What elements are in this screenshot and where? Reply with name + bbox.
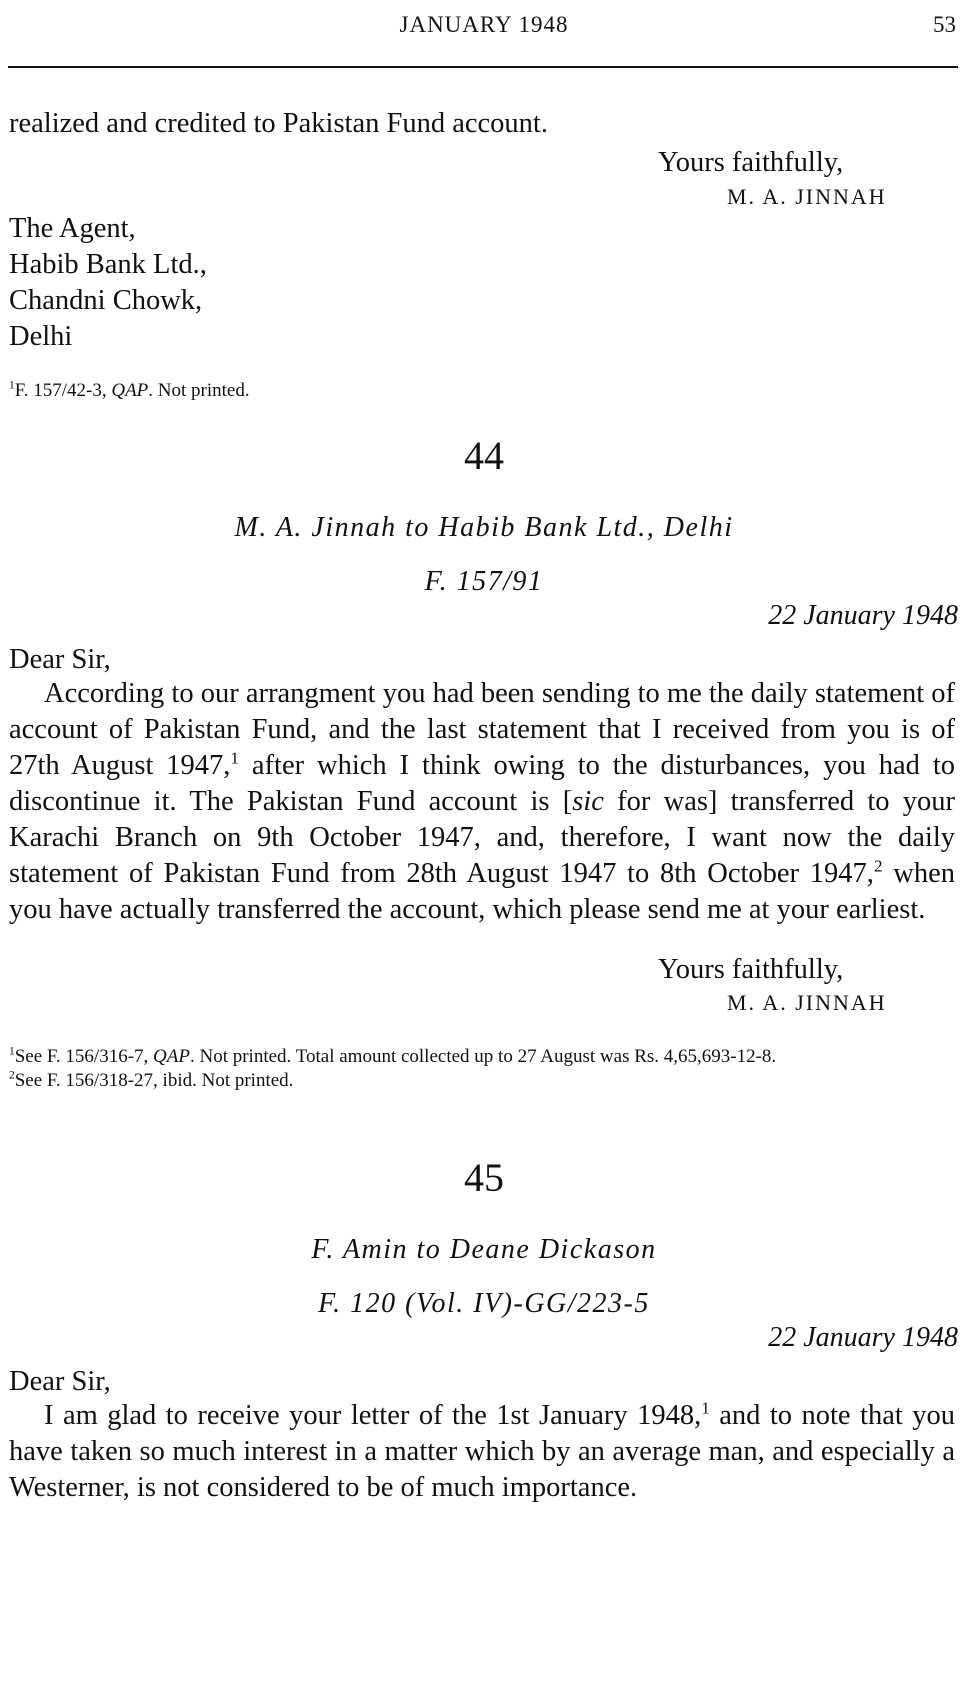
footnote-source: QAP [111,380,149,401]
page-number: 53 [933,12,956,37]
doc44-file-ref: F. 157/91 [424,566,544,597]
footnote-text: See F. 156/318-27, ibid. Not printed. [14,1070,294,1091]
doc45-number: 45 [464,1155,504,1200]
footnote [9,1045,776,1069]
footnote-text: See F. 156/316-7, [14,1046,154,1067]
doc44-salutation: Dear Sir, [9,644,111,675]
address-line: The Agent, [9,213,136,244]
body-text: and to note that you have taken so much interest in a matter which by an average man, and especially a Westerner, is not considered to be of much importance. [9,1400,955,1503]
address-line: Habib Bank Ltd., [9,249,207,280]
body-text: According to our arrangment you had been sending to me the daily statement of account of Pakistan Fund, and the last statement that I received from you is of 27th August 1947, [9,678,955,781]
doc44-letter-body [9,676,955,928]
footnote-mark: 2 [9,1069,15,1082]
footnote-mark: 1 [701,1398,710,1418]
footnote-source: QAP [153,1046,190,1067]
doc43-closing-text: realized and credited to Pakistan Fund account. [9,108,548,139]
doc45-file-ref: F. 120 (Vol. IV)-GG/223-5 [318,1288,650,1319]
footnote-mark: 1 [230,748,239,768]
address-line: Delhi [9,321,73,352]
body-text: for was] transferred to your Karachi Branch on 9th October 1947, and, therefore, I want now the daily statement of Pakistan Fund from 28th August 1947 to 8th October 1947, [9,786,955,889]
doc43-address-block [9,211,207,355]
footnote-mark: 2 [873,856,883,876]
header-rule [8,66,958,68]
address-line: Chandni Chowk, [9,285,203,316]
footnote-mark: 1 [9,379,15,392]
running-header-title: JANUARY 1948 [399,12,569,37]
doc44-footnotes [9,1045,776,1093]
doc44-signature: M. A. JINNAH [727,990,887,1015]
doc44-number: 44 [464,433,504,478]
body-text: after which I think owing to the disturbances, you had to discontinue it. The Pakistan Fund account is [ [9,750,955,817]
footnote-mark: 1 [9,1045,15,1058]
doc45-salutation: Dear Sir, [9,1366,111,1397]
doc45-date: 22 January 1948 [768,1322,958,1353]
body-text: when you have actually transferred the account, which please send me at your earliest. [9,858,955,925]
body-text: I am glad to receive your letter of the 1st January 1948, [44,1400,702,1431]
doc43-signature: M. A. JINNAH [727,184,887,209]
doc44-date: 22 January 1948 [768,600,958,631]
footnote-text: . Not printed. Total amount collected up to 27 August was Rs. 4,65,693-12-8. [189,1046,777,1067]
doc43-yours-faithfully: Yours faithfully, [658,147,844,178]
sic-marker: sic [572,786,604,817]
footnote-rest: . Not printed. [148,380,250,401]
doc44-heading: M. A. Jinnah to Habib Bank Ltd., Delhi [234,512,734,543]
doc44-yours-faithfully: Yours faithfully, [658,954,844,985]
doc45-heading: F. Amin to Deane Dickason [311,1234,657,1265]
footnote-ref: F. 157/42-3, [14,380,112,401]
doc45-letter-body [9,1398,955,1506]
doc43-footnote [9,379,250,403]
footnote [9,1069,776,1093]
